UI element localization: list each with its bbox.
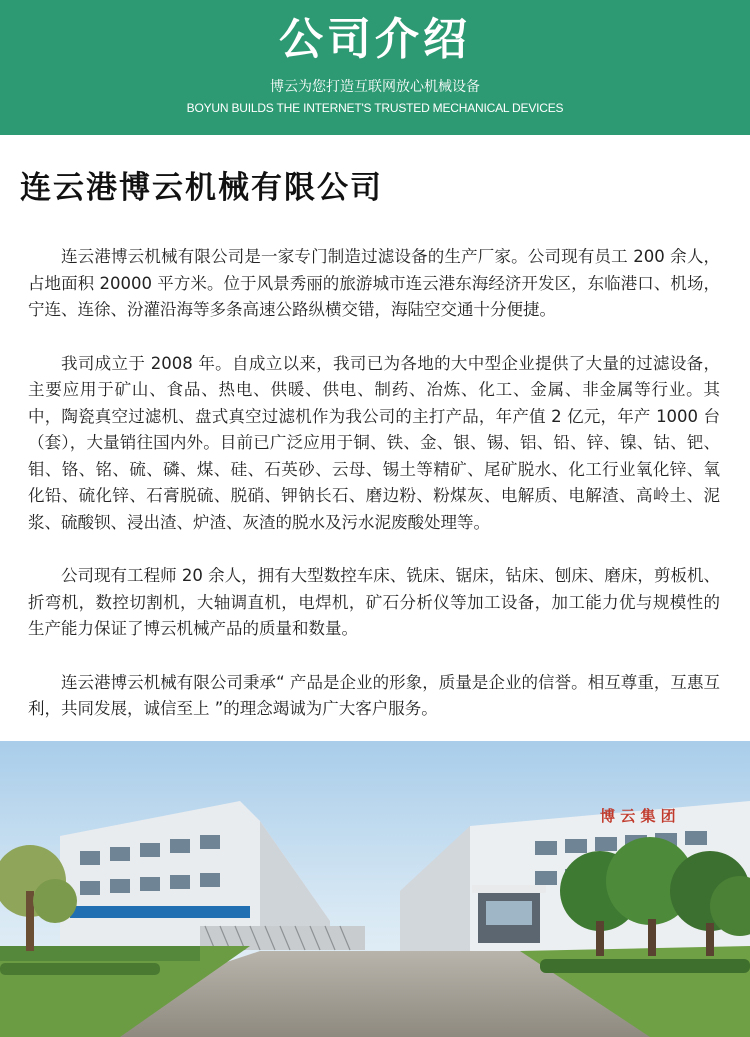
banner-subtitle-en: BOYUN BUILDS THE INTERNET'S TRUSTED MECHANICAL DEVICES xyxy=(186,101,564,115)
intro-text xyxy=(28,244,720,750)
banner-subtitle-cn: 博云为您打造互联网放心机械设备 xyxy=(270,79,480,95)
header-banner xyxy=(0,0,750,135)
intro-paragraph: 连云港博云机械有限公司是一家专门制造过滤设备的生产厂家。公司现有员工 200 余人，占地面积 20000 平方米。位于风景秀丽的旅游城市连云港东海经济开发区，东临港口、机场，宁连、连徐、汾灌沿海等多条高速公路纵横交错，海陆空交通十分便捷。 xyxy=(28,247,720,319)
building-sign: 博 云 集 团 xyxy=(600,807,676,825)
intro-paragraph: 公司现有工程师 20 余人，拥有大型数控车床、铣床、锯床，钻床、刨床、磨床，剪板机、折弯机，数控切割机，大轴调直机，电焊机，矿石分析仪等加工设备，加工能力优与规模性的生产能力保证了博云机械产品的质量和数量。 xyxy=(28,566,720,638)
factory-photo xyxy=(0,741,750,1037)
intro-paragraph: 连云港博云机械有限公司秉承“ 产品是企业的形象，质量是企业的信誉。相互尊重，互惠互利，共同发展，诚信至上 ”的理念竭诚为广大客户服务。 xyxy=(28,672,720,718)
intro-paragraph: 我司成立于 2008 年。自成立以来，我司已为各地的大中型企业提供了大量的过滤设备，主要应用于矿山、食品、热电、供暖、供电、制药、冶炼、化工、金属、非金属等行业。其中，陶瓷真空过滤机、盘式真空过滤机作为我公司的主打产品，年产值 2 亿元，年产 1000 台（套），大量销往国内外。目前已广泛应用于铜、铁、金、银、锡、铝、铅、锌、镍、钴、钯、钼、铬、铭、硫、磷、煤、硅、石英砂、云母、锡土等精矿、尾矿脱水、化工行业氧化锌、氧化铅、硫化锌、石膏脱硫、脱硝、钾钠长石、磨边粉、粉煤灰、电解质、电解渣、高岭土、泥浆、硫酸钡、浸出渣、炉渣、灰渣的脱水及污水泥废酸处理等。 xyxy=(28,353,720,532)
banner-title: 公司介绍 xyxy=(279,14,471,65)
company-name-heading: 连云港博云机械有限公司 xyxy=(20,170,383,206)
